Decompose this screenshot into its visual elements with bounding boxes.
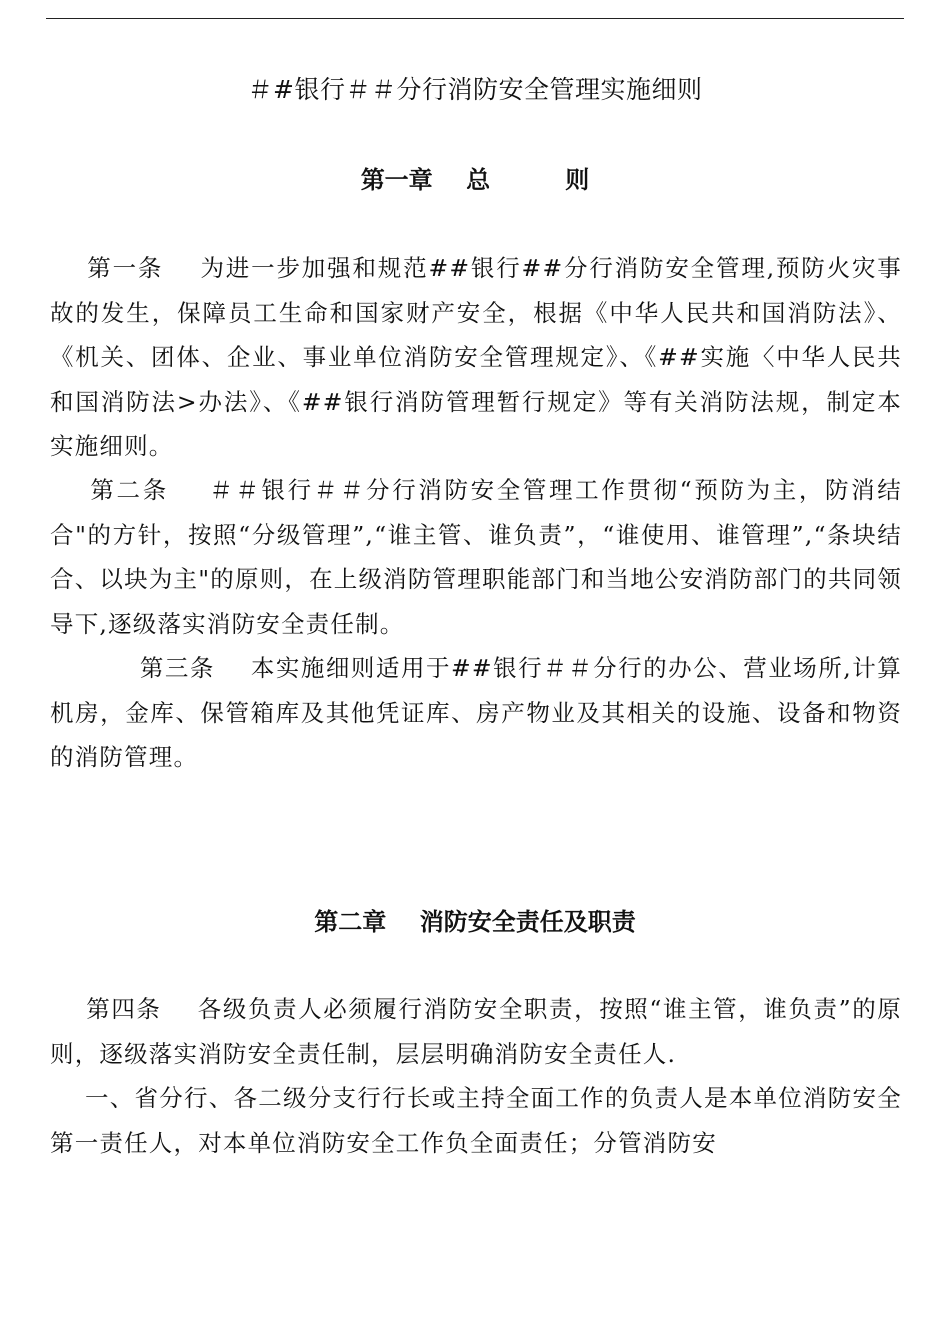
header-rule	[46, 18, 904, 19]
article-4-paragraph: 第四条 各级负责人必须履行消防安全职责，按照“谁主管，谁负责”的原则，逐级落实消防安全责任制，层层明确消防安全责任人.	[50, 995, 903, 1068]
article-2-paragraph: 第二条 ＃＃银行＃＃分行消防安全管理工作贯彻“预防为主，防消结合"的方针，按照“分级管理”,“谁主管、谁负责”，“谁使用、谁管理”,“条块结合、以块为主"的原则，在上级消防管理职能部门和当地公安消防部门的共同领导下,逐级落实消防安全责任制。	[50, 476, 902, 638]
article-1-paragraph: 第一条 为进一步加强和规范##银行##分行消防安全管理,预防火灾事故的发生，保障员工生命和国家财产安全，根据《中华人民共和国消防法》、《机关、团体、企业、事业单位消防安全管理规定》、《##实施〈中华人民共和国消防法>办法》、《##银行消防管理暂行规定》等有关消防法规，制定本实施细则。	[50, 254, 903, 460]
article-3-paragraph: 第三条 本实施细则适用于##银行＃＃分行的办公、营业场所,计算机房，金库、保管箱库及其他凭证库、房产物业及其相关的设施、设备和物资的消防管理。	[50, 654, 902, 771]
chapter-1-heading: 第一章 总 则	[360, 165, 590, 194]
document-title: ＃#银行＃＃分行消防安全管理实施细则	[247, 75, 703, 104]
clause-1-paragraph: 一、省分行、各二级分支行行长或主持全面工作的负责人是本单位消防安全第一责任人，对本单位消防安全工作负全面责任；分管消防安	[50, 1084, 902, 1157]
chapter-2-heading: 第二章 消防安全责任及职责	[314, 907, 636, 936]
